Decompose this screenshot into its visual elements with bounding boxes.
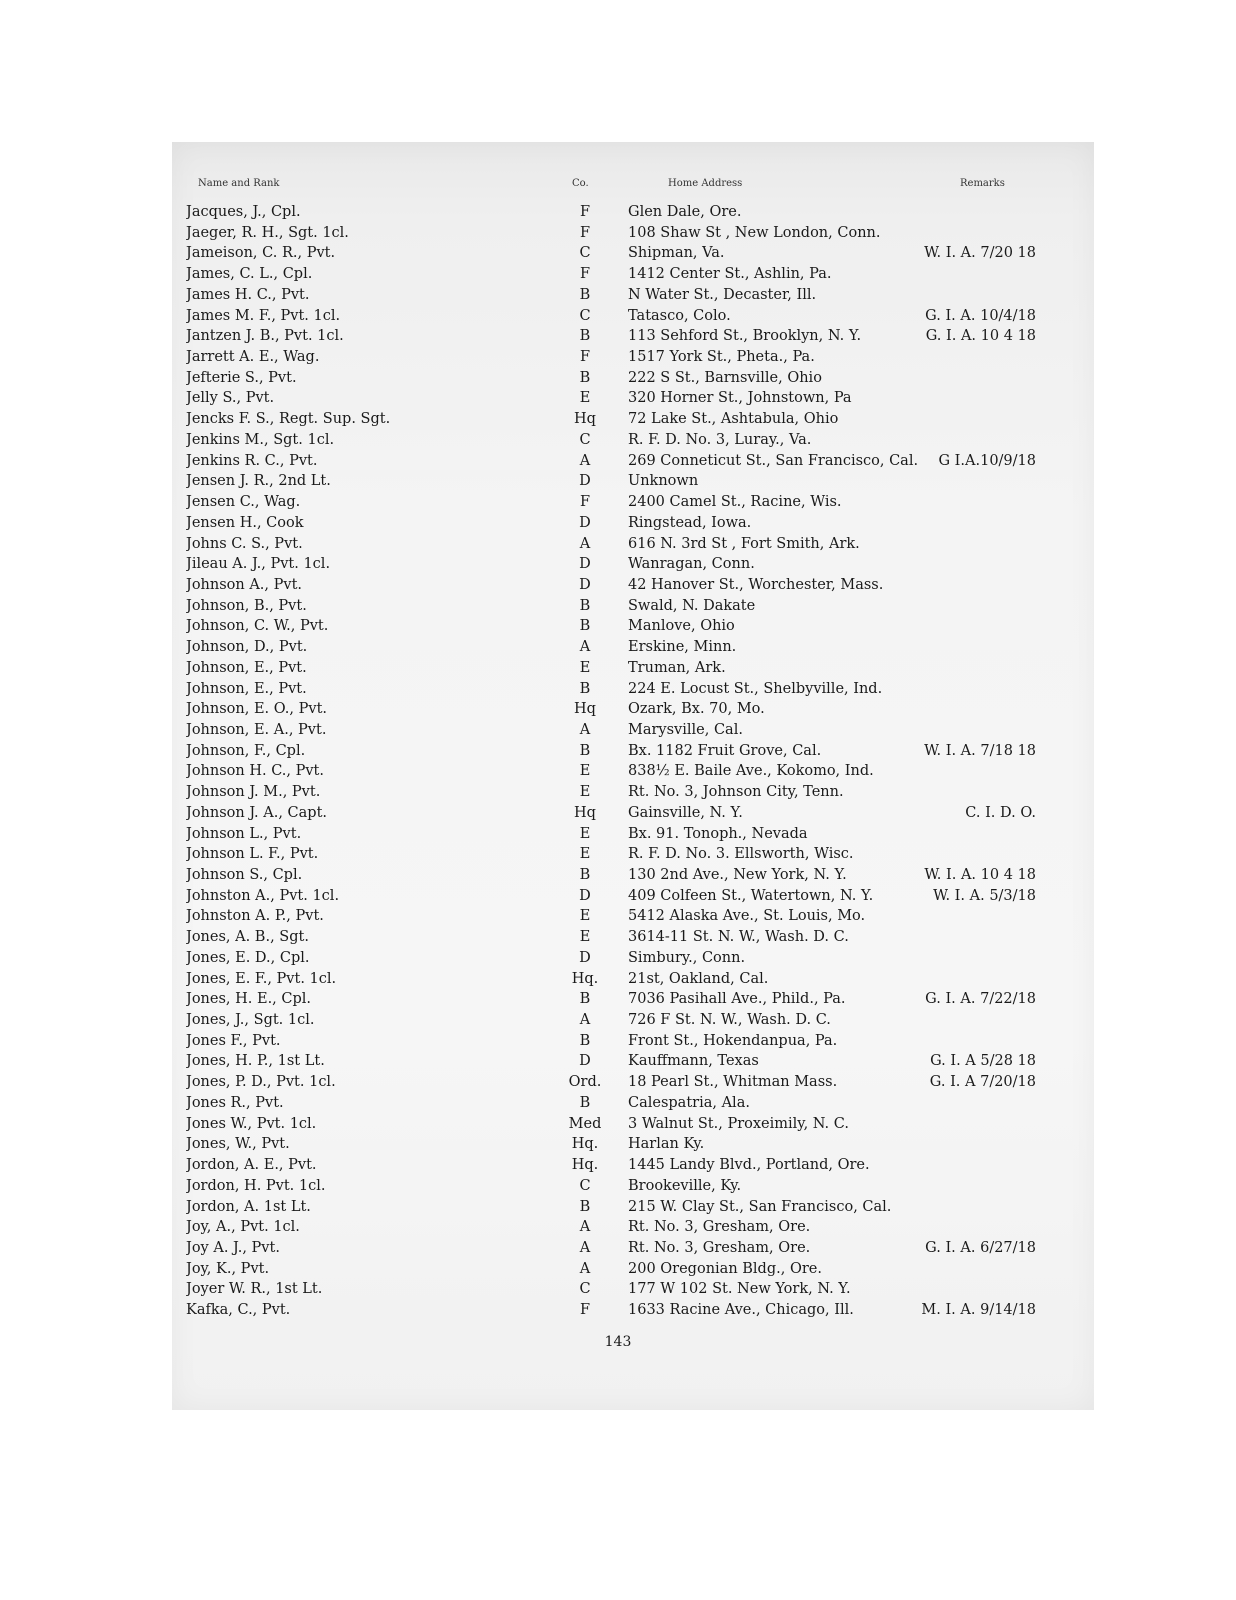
- entry-address: 1517 York St., Pheta., Pa.: [628, 349, 815, 366]
- entry-remarks: W. I. A. 7/18 18: [924, 742, 1036, 759]
- entry-remarks: W. I. A. 5/3/18: [933, 887, 1036, 904]
- entry-name: Jordon, H. Pvt. 1cl.: [186, 1177, 326, 1194]
- entry-remarks: G. I. A 7/20/18: [929, 1074, 1036, 1091]
- entry-company: E: [579, 659, 591, 676]
- entry-company: F: [579, 494, 591, 511]
- roster-row: [0, 761, 1236, 782]
- entry-company: Hq.: [571, 1157, 599, 1174]
- roster-row: [0, 679, 1236, 700]
- entry-address: 1412 Center St., Ashlin, Pa.: [628, 266, 832, 283]
- entry-name: Jenkins M., Sgt. 1cl.: [186, 431, 335, 448]
- entry-name: James M. F., Pvt. 1cl.: [186, 307, 341, 324]
- entry-company: E: [579, 390, 591, 407]
- entry-address: Wanragan, Conn.: [628, 556, 755, 573]
- entry-name: Jarrett A. E., Wag.: [186, 349, 320, 366]
- entry-company: B: [579, 369, 591, 386]
- entry-name: Johnson, E., Pvt.: [186, 680, 307, 697]
- entry-company: C: [579, 431, 591, 448]
- entry-company: E: [579, 908, 591, 925]
- entry-name: James H. C., Pvt.: [186, 286, 310, 303]
- entry-name: Johnson, E. O., Pvt.: [186, 701, 327, 718]
- roster-row: [0, 430, 1236, 451]
- entry-name: Johnson H. C., Pvt.: [186, 763, 324, 780]
- entry-address: Manlove, Ohio: [628, 618, 735, 635]
- entry-company: D: [579, 473, 591, 490]
- entry-name: Johnson A., Pvt.: [186, 576, 303, 593]
- roster-row: [0, 1093, 1236, 1114]
- entry-company: E: [579, 846, 591, 863]
- roster-row: [0, 865, 1236, 886]
- entry-name: Jenkins R. C., Pvt.: [186, 452, 318, 469]
- entry-company: B: [579, 1094, 591, 1111]
- entry-address: Swald, N. Dakate: [628, 597, 756, 614]
- entry-remarks: G. I. A. 6/27/18: [925, 1239, 1036, 1256]
- entry-address: 222 S St., Barnsville, Ohio: [628, 369, 822, 386]
- entry-address: Rt. No. 3, Johnson City, Tenn.: [628, 784, 844, 801]
- entry-address: N Water St., Decaster, Ill.: [628, 286, 817, 303]
- entry-name: Jefterie S., Pvt.: [186, 369, 297, 386]
- entry-address: 320 Horner St., Johnstown, Pa: [628, 390, 852, 407]
- roster-row: [0, 699, 1236, 720]
- header-name-rank: Name and Rank: [198, 178, 280, 189]
- entry-company: E: [579, 929, 591, 946]
- entry-name: Jones, P. D., Pvt. 1cl.: [186, 1074, 336, 1091]
- entry-name: Johnson L. F., Pvt.: [186, 846, 319, 863]
- entry-name: Jensen H., Cook: [186, 514, 304, 531]
- roster-row: [0, 202, 1236, 223]
- entry-address: Bx. 91. Tonoph., Nevada: [628, 825, 808, 842]
- entry-name: Johnson J. M., Pvt.: [186, 784, 321, 801]
- entry-address: 72 Lake St., Ashtabula, Ohio: [628, 411, 839, 428]
- header-remarks: Remarks: [960, 178, 1005, 189]
- entry-address: 42 Hanover St., Worchester, Mass.: [628, 576, 884, 593]
- roster-row: [0, 844, 1236, 865]
- entry-address: Marysville, Cal.: [628, 721, 743, 738]
- roster-row: [0, 906, 1236, 927]
- entry-address: Shipman, Va.: [628, 245, 725, 262]
- entry-name: Johnson, F., Cpl.: [186, 742, 306, 759]
- entry-company: C: [579, 1281, 591, 1298]
- entry-address: 224 E. Locust St., Shelbyville, Ind.: [628, 680, 883, 697]
- entry-company: C: [579, 1177, 591, 1194]
- roster-row: [0, 1300, 1236, 1321]
- entry-address: R. F. D. No. 3. Ellsworth, Wisc.: [628, 846, 854, 863]
- entry-company: B: [579, 742, 591, 759]
- entry-company: A: [579, 1239, 591, 1256]
- page-number: 143: [604, 1334, 632, 1350]
- entry-company: E: [579, 763, 591, 780]
- roster-list: [0, 202, 1236, 1321]
- roster-row: [0, 451, 1236, 472]
- entry-address: 7036 Pasihall Ave., Phild., Pa.: [628, 991, 846, 1008]
- entry-name: Johnson, C. W., Pvt.: [186, 618, 329, 635]
- roster-row: [0, 1134, 1236, 1155]
- entry-remarks: G. I. A 5/28 18: [930, 1053, 1036, 1070]
- roster-row: [0, 1114, 1236, 1135]
- entry-name: Johnston A., Pvt. 1cl.: [186, 887, 340, 904]
- entry-address: 269 Conneticut St., San Francisco, Cal.: [628, 452, 918, 469]
- entry-name: Johnston A. P., Pvt.: [186, 908, 324, 925]
- entry-name: Jones, J., Sgt. 1cl.: [186, 1012, 315, 1029]
- roster-row: [0, 1238, 1236, 1259]
- entry-address: 726 F St. N. W., Wash. D. C.: [628, 1012, 831, 1029]
- entry-address: 409 Colfeen St., Watertown, N. Y.: [628, 887, 874, 904]
- entry-address: Harlan Ky.: [628, 1136, 705, 1153]
- column-headers: [0, 178, 1236, 196]
- entry-company: A: [579, 1219, 591, 1236]
- roster-row: [0, 637, 1236, 658]
- roster-row: [0, 409, 1236, 430]
- entry-company: B: [579, 618, 591, 635]
- entry-name: Johns C. S., Pvt.: [186, 535, 303, 552]
- entry-company: D: [579, 556, 591, 573]
- entry-name: Johnson, D., Pvt.: [186, 639, 308, 656]
- entry-company: B: [579, 328, 591, 345]
- entry-address: 113 Sehford St., Brooklyn, N. Y.: [628, 328, 862, 345]
- roster-row: [0, 720, 1236, 741]
- entry-company: B: [579, 597, 591, 614]
- entry-address: Front St., Hokendanpua, Pa.: [628, 1032, 838, 1049]
- entry-remarks: M. I. A. 9/14/18: [921, 1302, 1036, 1319]
- entry-name: Joy A. J., Pvt.: [186, 1239, 280, 1256]
- entry-name: Jileau A. J., Pvt. 1cl.: [186, 556, 331, 573]
- entry-address: 5412 Alaska Ave., St. Louis, Mo.: [628, 908, 866, 925]
- entry-address: Brookeville, Ky.: [628, 1177, 742, 1194]
- entry-name: Jensen C., Wag.: [186, 494, 301, 511]
- roster-row: [0, 347, 1236, 368]
- entry-address: 108 Shaw St , New London, Conn.: [628, 224, 881, 241]
- roster-row: [0, 948, 1236, 969]
- entry-address: 18 Pearl St., Whitman Mass.: [628, 1074, 838, 1091]
- entry-address: 215 W. Clay St., San Francisco, Cal.: [628, 1198, 892, 1215]
- entry-name: Johnson, E., Pvt.: [186, 659, 307, 676]
- entry-remarks: G I.A.10/9/18: [938, 452, 1036, 469]
- roster-row: [0, 223, 1236, 244]
- entry-company: F: [579, 266, 591, 283]
- entry-company: B: [579, 867, 591, 883]
- entry-name: Johnson L., Pvt.: [186, 825, 302, 842]
- entry-company: Ord.: [568, 1074, 602, 1091]
- entry-name: Jameison, C. R., Pvt.: [186, 245, 336, 262]
- entry-company: A: [579, 1260, 591, 1277]
- entry-name: Jelly S., Pvt.: [186, 390, 275, 407]
- entry-company: B: [579, 1032, 591, 1049]
- entry-address: 130 2nd Ave., New York, N. Y.: [628, 867, 847, 883]
- roster-row: [0, 368, 1236, 389]
- entry-company: E: [579, 784, 591, 801]
- entry-address: 2400 Camel St., Racine, Wis.: [628, 494, 842, 511]
- roster-row: [0, 264, 1236, 285]
- entry-company: Med: [568, 1115, 602, 1132]
- entry-company: Hq: [574, 701, 596, 718]
- entry-address: Simbury., Conn.: [628, 949, 746, 966]
- entry-name: Jacques, J., Cpl.: [186, 204, 301, 220]
- entry-name: Jones W., Pvt. 1cl.: [186, 1115, 317, 1132]
- entry-company: E: [579, 825, 591, 842]
- entry-name: Jones, E. D., Cpl.: [186, 949, 310, 966]
- header-company: Co.: [572, 178, 589, 189]
- entry-company: D: [579, 514, 591, 531]
- entry-company: F: [579, 224, 591, 241]
- entry-address: Ringstead, Iowa.: [628, 514, 752, 531]
- roster-row: [0, 471, 1236, 492]
- entry-address: Unknown: [628, 473, 699, 490]
- roster-row: [0, 575, 1236, 596]
- entry-company: A: [579, 721, 591, 738]
- roster-row: [0, 388, 1236, 409]
- entry-company: A: [579, 452, 591, 469]
- roster-row: [0, 534, 1236, 555]
- roster-row: [0, 285, 1236, 306]
- entry-address: 838½ E. Baile Ave., Kokomo, Ind.: [628, 763, 874, 780]
- roster-row: [0, 989, 1236, 1010]
- entry-company: A: [579, 535, 591, 552]
- entry-company: D: [579, 949, 591, 966]
- entry-name: Joy, A., Pvt. 1cl.: [186, 1219, 300, 1236]
- entry-company: B: [579, 680, 591, 697]
- entry-name: Jones, H. E., Cpl.: [186, 991, 312, 1008]
- roster-row: [0, 782, 1236, 803]
- entry-company: A: [579, 639, 591, 656]
- entry-company: Hq: [574, 804, 596, 821]
- roster-row: [0, 824, 1236, 845]
- roster-row: [0, 1031, 1236, 1052]
- entry-name: Johnson S., Cpl.: [186, 867, 303, 883]
- entry-company: D: [579, 887, 591, 904]
- entry-company: F: [579, 349, 591, 366]
- entry-company: F: [579, 1302, 591, 1319]
- entry-company: B: [579, 1198, 591, 1215]
- roster-row: [0, 1217, 1236, 1238]
- entry-name: Jaeger, R. H., Sgt. 1cl.: [186, 224, 349, 241]
- entry-address: Bx. 1182 Fruit Grove, Cal.: [628, 742, 822, 759]
- roster-row: [0, 243, 1236, 264]
- entry-name: Joyer W. R., 1st Lt.: [186, 1281, 323, 1298]
- roster-row: [0, 1051, 1236, 1072]
- entry-company: Hq.: [571, 1136, 599, 1153]
- entry-address: Erskine, Minn.: [628, 639, 737, 656]
- roster-row: [0, 1279, 1236, 1300]
- entry-name: James, C. L., Cpl.: [186, 266, 313, 283]
- entry-name: Joy, K., Pvt.: [186, 1260, 270, 1277]
- entry-company: D: [579, 576, 591, 593]
- roster-row: [0, 1176, 1236, 1197]
- roster-row: [0, 1072, 1236, 1093]
- roster-row: [0, 1010, 1236, 1031]
- entry-remarks: G. I. A. 10 4 18: [925, 328, 1036, 345]
- roster-row: [0, 306, 1236, 327]
- entry-name: Johnson, E. A., Pvt.: [186, 721, 327, 738]
- entry-name: Johnson, B., Pvt.: [186, 597, 307, 614]
- entry-address: 616 N. 3rd St , Fort Smith, Ark.: [628, 535, 860, 552]
- entry-company: B: [579, 286, 591, 303]
- roster-row: [0, 554, 1236, 575]
- roster-row: [0, 803, 1236, 824]
- roster-row: [0, 1197, 1236, 1218]
- entry-company: F: [579, 204, 591, 220]
- entry-address: Calespatria, Ala.: [628, 1094, 750, 1111]
- entry-name: Jones R., Pvt.: [186, 1094, 284, 1111]
- entry-name: Jones, E. F., Pvt. 1cl.: [186, 970, 337, 987]
- roster-row: [0, 492, 1236, 513]
- entry-name: Jencks F. S., Regt. Sup. Sgt.: [186, 411, 391, 428]
- entry-address: 177 W 102 St. New York, N. Y.: [628, 1281, 851, 1298]
- entry-name: Jordon, A. E., Pvt.: [186, 1157, 317, 1174]
- entry-remarks: G. I. A. 10/4/18: [925, 307, 1036, 324]
- entry-name: Jones F., Pvt.: [186, 1032, 281, 1049]
- entry-company: C: [579, 307, 591, 324]
- roster-row: [0, 658, 1236, 679]
- entry-name: Jensen J. R., 2nd Lt.: [186, 473, 331, 490]
- entry-company: A: [579, 1012, 591, 1029]
- roster-row: [0, 886, 1236, 907]
- entry-address: Glen Dale, Ore.: [628, 204, 742, 220]
- entry-address: Kauffmann, Texas: [628, 1053, 759, 1070]
- entry-name: Kafka, C., Pvt.: [186, 1302, 291, 1319]
- entry-address: 1445 Landy Blvd., Portland, Ore.: [628, 1157, 870, 1174]
- entry-company: Hq.: [571, 970, 599, 987]
- entry-address: Rt. No. 3, Gresham, Ore.: [628, 1219, 811, 1236]
- roster-row: [0, 741, 1236, 762]
- roster-row: [0, 927, 1236, 948]
- entry-address: 200 Oregonian Bldg., Ore.: [628, 1260, 822, 1277]
- entry-address: Truman, Ark.: [628, 659, 726, 676]
- entry-company: B: [579, 991, 591, 1008]
- entry-name: Johnson J. A., Capt.: [186, 804, 327, 821]
- roster-row: [0, 513, 1236, 534]
- roster-row: [0, 596, 1236, 617]
- roster-row: [0, 326, 1236, 347]
- roster-row: [0, 969, 1236, 990]
- entry-name: Jones, A. B., Sgt.: [186, 929, 309, 946]
- entry-address: Gainsville, N. Y.: [628, 804, 743, 821]
- entry-company: D: [579, 1053, 591, 1070]
- entry-name: Jones, H. P., 1st Lt.: [186, 1053, 325, 1070]
- entry-name: Jordon, A. 1st Lt.: [186, 1198, 311, 1215]
- entry-company: Hq: [574, 411, 596, 428]
- entry-remarks: W. I. A. 7/20 18: [924, 245, 1036, 262]
- entry-address: Ozark, Bx. 70, Mo.: [628, 701, 765, 718]
- header-home-address: Home Address: [668, 178, 743, 189]
- entry-address: Tatasco, Colo.: [628, 307, 731, 324]
- roster-row: [0, 1259, 1236, 1280]
- entry-remarks: W. I. A. 10 4 18: [924, 867, 1036, 883]
- entry-company: C: [579, 245, 591, 262]
- entry-remarks: C. I. D. O.: [965, 804, 1036, 821]
- entry-name: Jones, W., Pvt.: [186, 1136, 290, 1153]
- entry-address: R. F. D. No. 3, Luray., Va.: [628, 431, 812, 448]
- entry-address: 1633 Racine Ave., Chicago, Ill.: [628, 1302, 854, 1319]
- entry-address: Rt. No. 3, Gresham, Ore.: [628, 1239, 811, 1256]
- roster-row: [0, 1155, 1236, 1176]
- entry-address: 3 Walnut St., Proxeimily, N. C.: [628, 1115, 849, 1132]
- entry-address: 21st, Oakland, Cal.: [628, 970, 769, 987]
- entry-remarks: G. I. A. 7/22/18: [925, 991, 1036, 1008]
- entry-address: 3614-11 St. N. W., Wash. D. C.: [628, 929, 849, 946]
- roster-row: [0, 616, 1236, 637]
- entry-name: Jantzen J. B., Pvt. 1cl.: [186, 328, 344, 345]
